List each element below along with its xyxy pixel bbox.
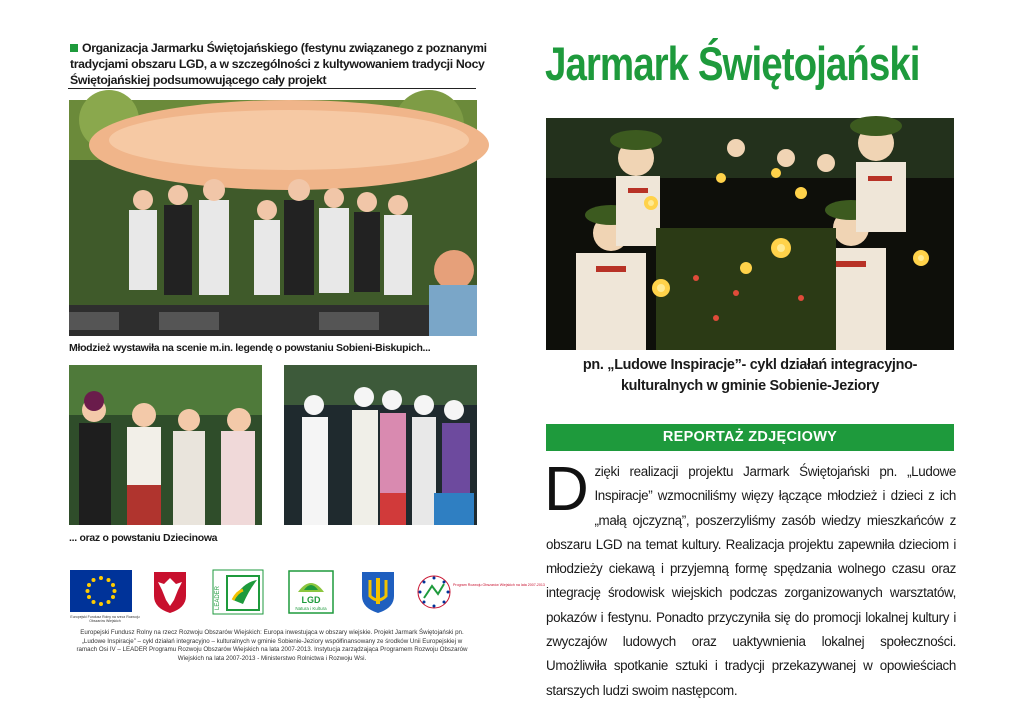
sponsor-logos — [70, 570, 545, 623]
eu-logo-caption: Europejski Fundusz Rolny na rzecz Rozwoju Obszarów Wiejskich — [70, 615, 140, 623]
funding-note: Europejski Fundusz Rolny na rzecz Rozwoju Obszarów Wiejskich: Europa inwestująca w obszary wiejskie. Projekt Jarmark Świętojański pn. „Ludowe Inspiracje” – cykl działań integracyjno – kulturalnych w gminie Sobienie-Jeziory współfinansowany ze środków Unii Europejskiej w ramach Osi IV – LEADER Programu Rozwoju Obszarów Wiejskich na lata 2007-2013. Instytucja zarządzająca Programem Rozwoju Obszarów Wiejskich na lata 2007-2013 - Ministerstwo Rolnictwa i Rozwoju Wsi. — [76, 629, 468, 662]
photo-girls-singing — [69, 365, 262, 525]
lgd-logo-text: LGD — [301, 595, 321, 605]
intro-heading — [70, 40, 490, 88]
photo-midsummer-wreaths — [546, 118, 954, 350]
bullet-square-icon — [70, 44, 78, 52]
leader-logo — [213, 570, 263, 619]
body-text: zięki realizacji projektu Jarmark Świętojański pn. „Ludowe Inspiracje” wzmocniliśmy więzy łączące młodzież i dzieci z ich „małą ojczyzną”, poszerzyliśmy zasób wiedzy mieszkańców z obszaru LGD na temat kultury. Realizacja projektu zapewniła dzieciom i młodzieży ciekawą i przyjemną formę spędzania wolnego czasu oraz integrację środowisk wiejskich podczas zorganizowanych warsztatów, pokazów i festynu. Ponadto przyczyniła się do promocji lokalnej kultury i zwyczajów ludowych oraz uaktywnienia lokalnej społeczności. Umożliwiła spotkanie sztuki i tradycji przekazywanej w opowieściach starszych ludzi swoim następcom. — [546, 464, 956, 698]
divider — [68, 88, 476, 89]
eu-flag-logo — [70, 570, 140, 623]
prow-logo — [416, 570, 545, 619]
caption-1: Młodzież wystawiła na scenie m.in. legendę o powstaniu Sobieni-Biskupich... — [69, 342, 431, 354]
gmina-crest-logo — [360, 570, 396, 619]
body-paragraph — [544, 455, 956, 703]
subtitle: pn. „Ludowe Inspiracje”- cykl działań integracyjno-kulturalnych w gminie Sobienie-Jeziory — [582, 357, 918, 394]
page-title: Jarmark Świętojański — [545, 37, 920, 90]
lgd-logo — [288, 570, 334, 619]
intro-text: Organizacja Jarmarku Świętojańskiego (festynu związanego z poznanymi tradycjami obszaru LGD, a w szczególności z kultywowaniem tradycji Nocy Świętojańskiej podsumowującego cały projekt — [70, 41, 487, 87]
drop-cap: D — [544, 455, 589, 524]
leader-logo-text: LEADER — [215, 585, 221, 610]
eagle-crest-logo — [152, 570, 188, 619]
photo-masks-performance — [284, 365, 477, 525]
caption-2: ... oraz o powstaniu Dziecinowa — [69, 532, 218, 544]
lgd-logo-subtext: Natura i Kultura — [295, 606, 327, 611]
photo-stage-parachute — [69, 100, 477, 336]
prow-logo-text: Program Rozwoju Obszarów Wiejskich na lata 2007-2013 — [453, 583, 545, 587]
section-banner: REPORTAŻ ZDJĘCIOWY — [546, 424, 954, 451]
